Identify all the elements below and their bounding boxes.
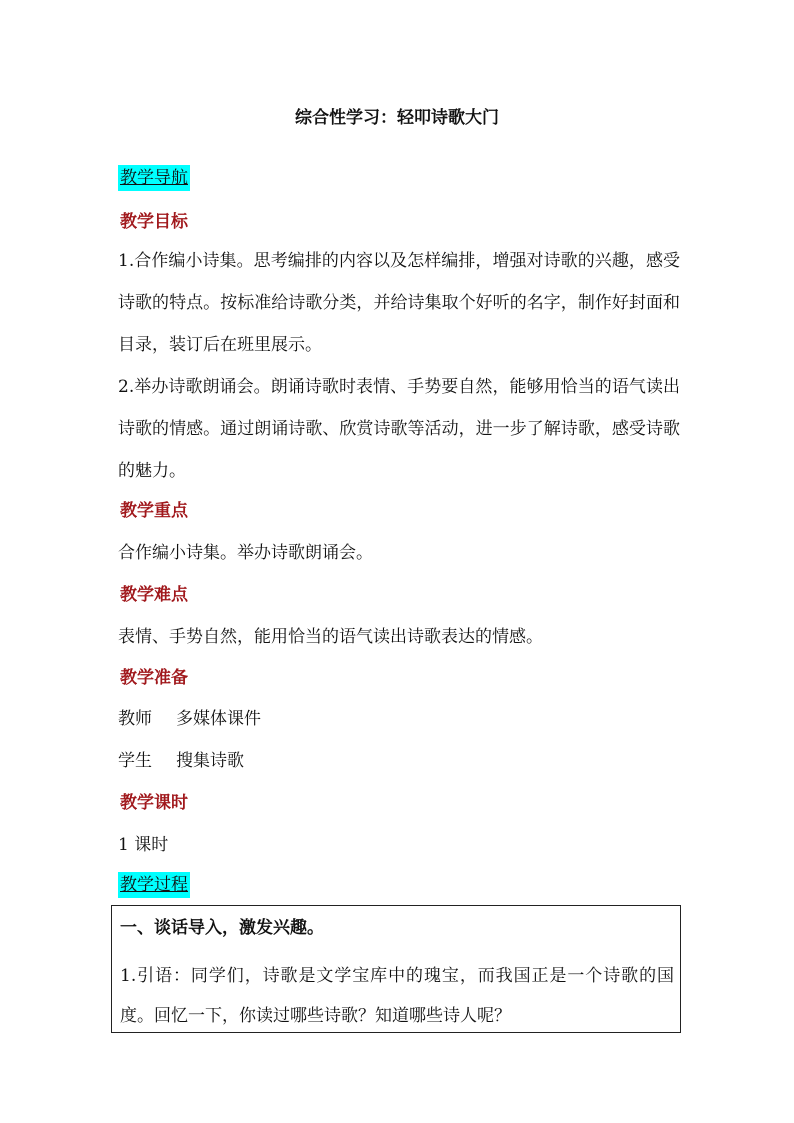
objectives-heading: 教学目标 bbox=[120, 212, 188, 232]
objective-2-paragraph: 2.举办诗歌朗诵会。朗诵诗歌时表情、手势要自然，能够用恰当的语气读出诗歌的情感。通过朗诵诗歌、欣赏诗歌等活动，进一步了解诗歌，感受诗歌的魅力。 bbox=[118, 377, 680, 481]
key-points-heading: 教学重点 bbox=[120, 501, 188, 521]
document-title: 综合性学习：轻叩诗歌大门 bbox=[295, 108, 499, 128]
preparation-teacher-text: 多媒体课件 bbox=[176, 709, 261, 729]
class-hours-heading: 教学课时 bbox=[120, 793, 188, 813]
teaching-process-label: 教学过程 bbox=[118, 872, 190, 898]
preparation-teacher-line bbox=[118, 707, 261, 731]
preparation-teacher-label: 教师 bbox=[118, 709, 152, 729]
difficulty-text: 表情、手势自然，能用恰当的语气读出诗歌表达的情感。 bbox=[118, 627, 543, 647]
objective-1-paragraph: 1.合作编小诗集。思考编排的内容以及怎样编排，增强对诗歌的兴趣，感受诗歌的特点。按标准给诗歌分类，并给诗集取个好听的名字，制作好封面和目录，装订后在班里展示。 bbox=[118, 251, 680, 355]
teaching-navigation-label: 教学导航 bbox=[118, 165, 190, 191]
process-table-cell bbox=[111, 905, 681, 1033]
preparation-student-label: 学生 bbox=[118, 751, 152, 771]
difficulty-heading: 教学难点 bbox=[120, 585, 188, 605]
preparation-student-line bbox=[118, 749, 244, 773]
process-step-paragraph: 1.引语：同学们，诗歌是文学宝库中的瑰宝，而我国正是一个诗歌的国度。回忆一下，你读过哪些诗歌？知道哪些诗人呢？ bbox=[120, 966, 674, 1026]
class-hours-text: 1 课时 bbox=[118, 835, 169, 855]
process-step-heading: 一、谈话导入，激发兴趣。 bbox=[120, 918, 324, 938]
preparation-student-text: 搜集诗歌 bbox=[176, 751, 244, 771]
preparation-heading: 教学准备 bbox=[120, 668, 188, 688]
key-points-text: 合作编小诗集。举办诗歌朗诵会。 bbox=[118, 543, 373, 563]
